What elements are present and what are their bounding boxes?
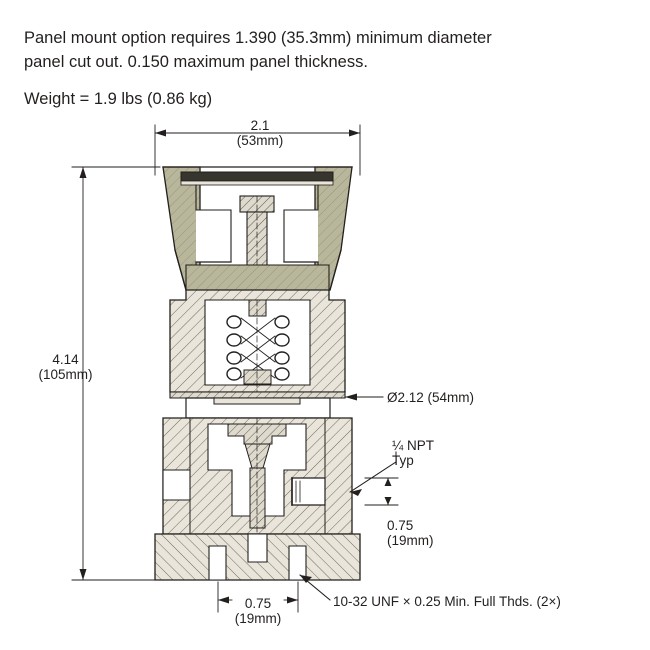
- dim-bottom-spacing: [213, 596, 303, 626]
- dim-height-mm: (105mm): [38, 367, 93, 382]
- dim-diameter: Ø2.12 (54mm): [387, 390, 475, 405]
- panel-mount-note-line1: Panel mount option requires 1.390 (35.3mm) minimum diameter: [24, 29, 492, 47]
- dim-bottom-spacing-mm: (19mm): [234, 611, 282, 626]
- panel-mount-note-line2: panel cut out. 0.150 maximum panel thickness.: [24, 53, 368, 71]
- dim-port-height: [387, 518, 434, 548]
- label-npt-port-line2: Typ: [392, 453, 414, 468]
- dim-bottom-spacing-inch: 0.75: [244, 596, 272, 611]
- label-thread-note: 10-32 UNF × 0.25 Min. Full Thds. (2×): [333, 594, 561, 609]
- weight-label: Weight = 1.9 lbs (0.86 kg): [24, 90, 213, 108]
- label-npt-port: [392, 438, 434, 468]
- dim-top-width: [215, 118, 305, 148]
- dim-height-inch: 4.14: [52, 352, 79, 367]
- label-npt-port-line1: ¼ NPT: [392, 438, 435, 453]
- dim-top-width-mm: (53mm): [236, 133, 284, 148]
- dim-top-width-inch: 2.1: [250, 118, 270, 133]
- dim-port-height-inch: 0.75: [387, 518, 414, 533]
- dim-height: [28, 352, 103, 382]
- dim-port-height-mm: (19mm): [387, 533, 434, 548]
